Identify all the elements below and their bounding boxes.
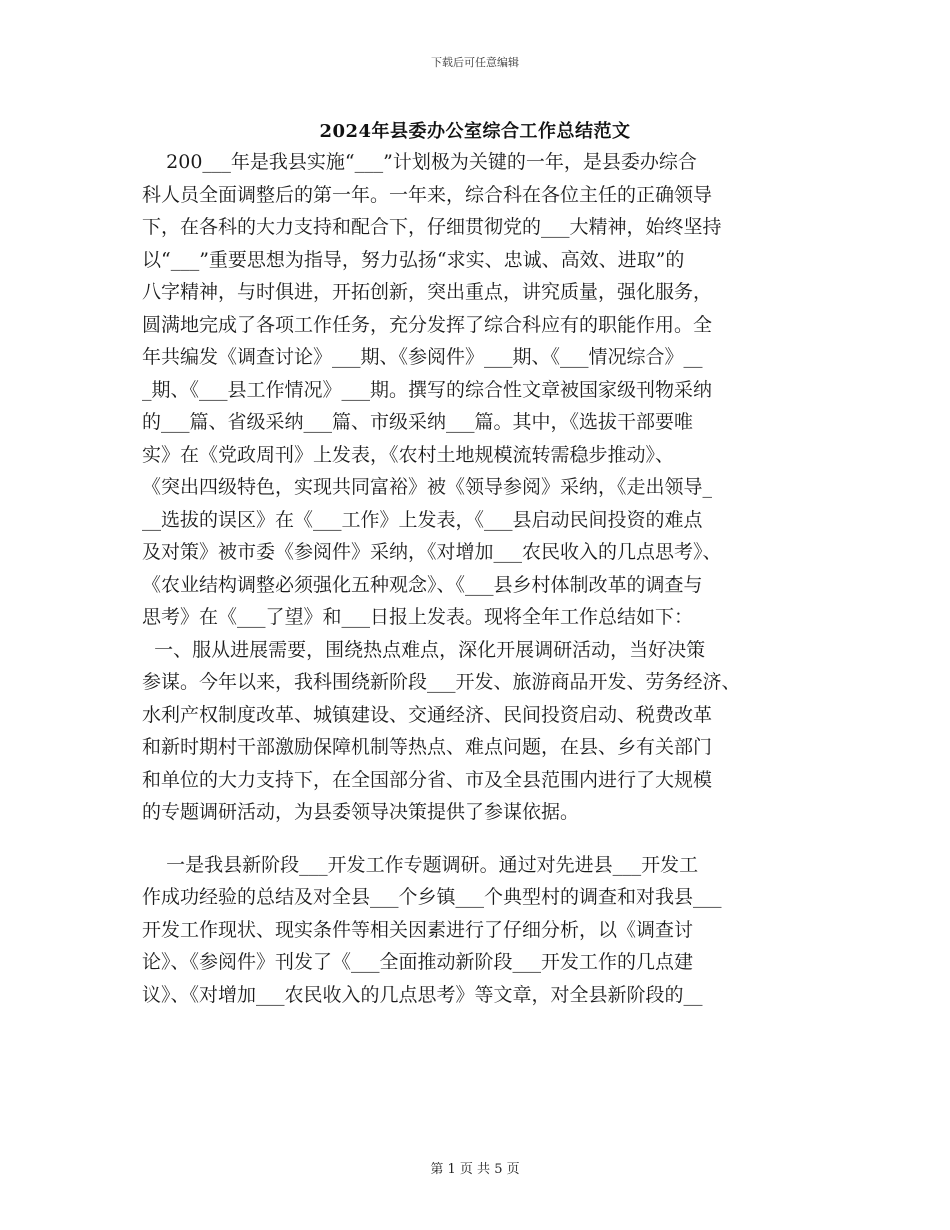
text-line: 实》在《党政周刊》上发表，《农村土地规模流转需稳步推动》、 — [142, 443, 675, 466]
page-number-footer: 第 1 页 共 5 页 — [430, 1162, 520, 1177]
text-line: 圆满地完成了各项工作任务，充分发挥了综合科应有的职能作用。全 — [142, 313, 713, 336]
text-line: 思考》在《___了望》和___日报上发表。现将全年工作总结如下： — [142, 606, 694, 628]
text-line: 水利产权制度改革、城镇建设、交通经济、民间投资启动、税费改革 — [142, 703, 713, 726]
text-line: 议》、《对增加___农民收入的几点思考》等文章，对全县新阶段的__ — [142, 983, 703, 1006]
text-line: 八字精神，与时俱进，开拓创新，突出重点，讲究质量，强化服务， — [142, 281, 713, 303]
text-line: 科人员全面调整后的第一年。一年来，综合科在各位主任的正确领导 — [142, 183, 713, 206]
text-line: 一是我县新阶段___开发工作专题调研。通过对先进县___开发工 — [142, 853, 699, 876]
text-line: 一、服从进展需要，围绕热点难点，深化开展调研活动，当好决策 — [142, 638, 706, 661]
document-body — [142, 146, 822, 1011]
text-line: 及对策》被市委《参阅件》采纳，《对增加___农民收入的几点思考》、 — [142, 541, 722, 563]
text-line: __选拔的误区》在《___工作》上发表，《___县启动民间投资的难点 — [142, 508, 703, 531]
text-line: 的专题调研活动，为县委领导决策提供了参谋依据。 — [142, 801, 580, 823]
text-line: 和新时期村干部激励保障机制等热点、难点问题，在县、乡有关部门 — [142, 736, 713, 758]
paragraph — [142, 849, 822, 1012]
text-line: 《农业结构调整必须强化五种观念》、《___县乡村体制改革的调查与 — [142, 573, 703, 596]
text-line: 200___年是我县实施“___”计划极为关键的一年，是县委办综合 — [142, 151, 697, 173]
text-line: 下，在各科的大力支持和配合下，仔细贯彻党的___大精神，始终坚持 — [142, 216, 722, 238]
document-title: 2024年县委办公室综合工作总结范文 — [319, 121, 631, 142]
text-line: 年共编发《调查讨论》___期、《参阅件》___期、《___情况综合》__ — [142, 346, 703, 368]
text-line: 开发工作现状、现实条件等相关因素进行了仔细分析，以《调查讨 — [142, 918, 694, 941]
text-line: 的___篇、省级采纳___篇、市级采纳___篇。其中，《选拔干部要唯 — [142, 411, 694, 433]
paragraph-spacing — [142, 829, 822, 849]
text-line: 《突出四级特色，实现共同富裕》被《领导参阅》采纳，《走出领导_ — [142, 476, 713, 498]
page-header-note: 下载后可任意编辑 — [431, 56, 519, 69]
text-line: 和单位的大力支持下，在全国部分省、市及全县范围内进行了大规模 — [142, 768, 713, 791]
text-line: 论》、《参阅件》刊发了《___全面推动新阶段___开发工作的几点建 — [142, 951, 694, 973]
text-line: 作成功经验的总结及对全县___个乡镇___个典型村的调查和对我县___ — [142, 886, 722, 908]
text-line: _期、《___县工作情况》___期。撰写的综合性文章被国家级刊物采纳 — [142, 378, 713, 401]
paragraph — [142, 146, 822, 829]
text-line: 参谋。今年以来，我科围绕新阶段___开发、旅游商品开发、劳务经济、 — [142, 671, 741, 693]
text-line: 以“___”重要思想为指导，努力弘扬“求实、忠诚、高效、进取”的 — [142, 248, 685, 271]
